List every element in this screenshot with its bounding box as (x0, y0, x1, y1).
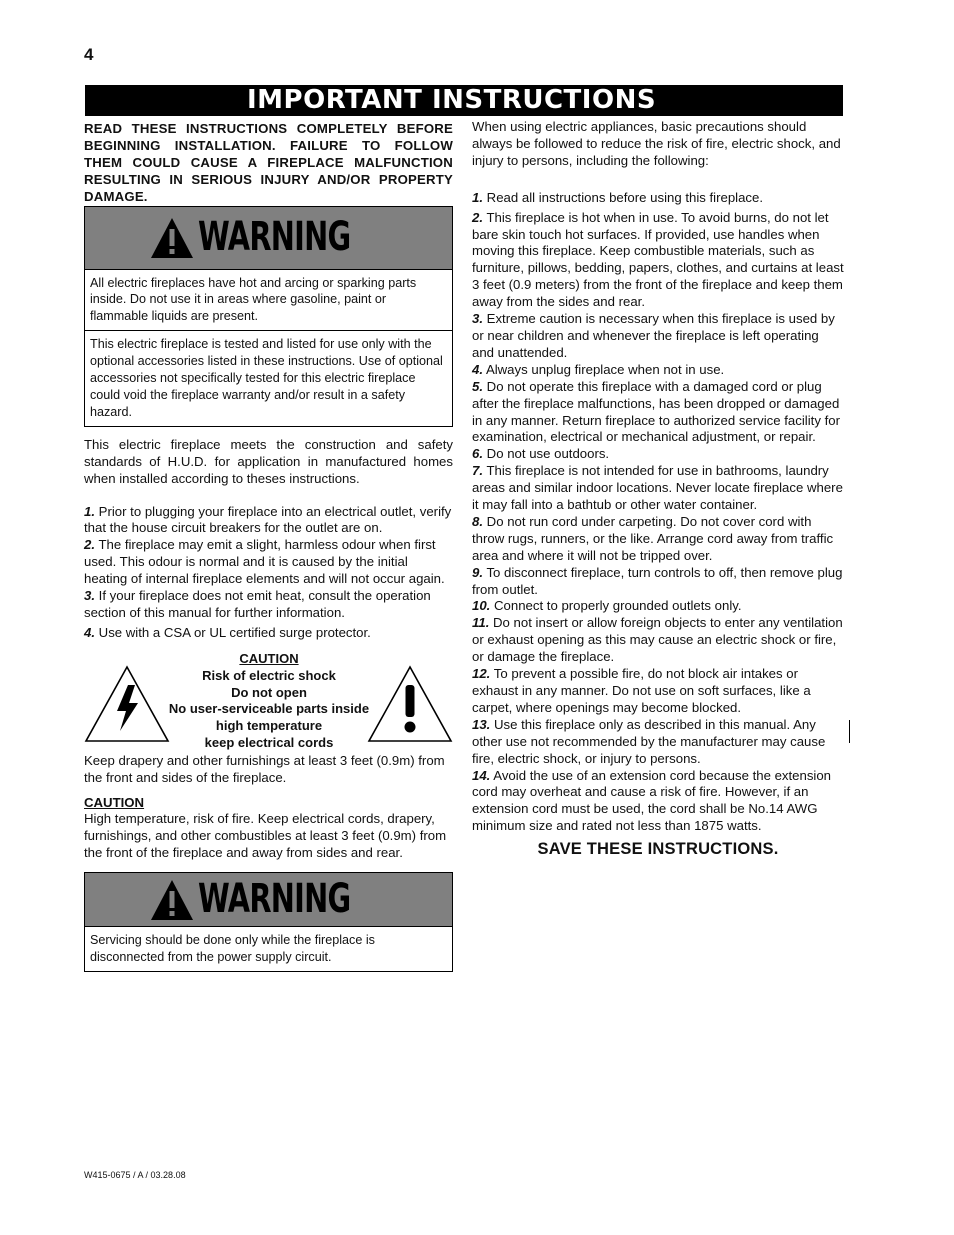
warning-header (85, 873, 452, 927)
list-item (472, 717, 844, 768)
page-number: 4 (84, 45, 94, 64)
caution-line: Do not open (231, 684, 307, 700)
item-text: Read all instructions before using this fireplace. (486, 189, 764, 205)
list-item (472, 666, 844, 717)
list-item (472, 768, 844, 836)
warning-header (85, 207, 452, 270)
list-item (472, 190, 844, 207)
list-item (84, 504, 453, 538)
item-text: The fireplace may emit a slight, harmless odour when first used. This odour is normal and it is caused by the initial heating of internal fireplace elements and will not occur again. (84, 537, 445, 587)
item-number: 4. (84, 624, 95, 640)
list-item (472, 446, 844, 463)
warning-heading: WARNING (197, 214, 350, 261)
item-text: This fireplace is hot when in use. To avoid burns, do not let bare skin touch hot surfaces. If provided, use handles when moving this fireplace. Keep combustible materials, such as furniture, pillows, bedding, papers, clothes, and curtains at least 3 feet (0.9 meters) from the front of the fireplace and keep them away from the sides and rear. (472, 209, 844, 310)
item-number: 7. (472, 463, 483, 479)
item-text: Do not run cord under carpeting. Do not cover cord with throw rugs, runners, or the like. Arrange cord away from traffic area and where it will not be tripped over. (472, 513, 834, 563)
intro-text: When using electric appliances, basic precautions should always be followed to reduce the risk of fire, electric shock, and injury to persons, including the following: (472, 119, 841, 168)
item-text: Prior to plugging your fireplace into an electrical outlet, verify that the house circuit breakers for the outlet are on. (84, 503, 452, 536)
item-text: To disconnect fireplace, turn controls to off, then remove plug from outlet. (472, 564, 843, 597)
item-number: 2. (472, 209, 483, 225)
item-text: Use this fireplace only as described in this manual. Any other use not recommended by the manufacturer may cause fire, electric shock, or injury to persons. (472, 716, 826, 766)
left-column (84, 121, 453, 972)
caution-label (84, 650, 453, 751)
item-number: 2. (84, 537, 95, 553)
item-text: Avoid the use of an extension cord because the extension cord may overheat and cause a risk of fire. However, if an extension cord must be used, the cord shall be No.14 AWG minimum size and rated not less than 1875 watts. (472, 767, 832, 834)
list-item (472, 210, 844, 311)
caution-line: keep electrical cords (204, 735, 334, 751)
warning-text: Servicing should be done only while the fireplace is disconnected from the power supply circuit. (90, 933, 375, 965)
warning-text: This electric fireplace is tested and listed for use only with the optional accessories listed in these instructions. Use of optional accessories not specifically tested for this electric fireplace could void the fireplace warranty and/or result in a safety hazard. (85, 330, 452, 426)
item-number: 3. (84, 588, 95, 604)
list-item (472, 362, 844, 379)
warning-box (84, 206, 453, 427)
item-number: 11. (472, 615, 490, 631)
caution-label-text (144, 651, 394, 752)
item-text: Always unplug fireplace when not in use. (485, 361, 725, 377)
item-number: 3. (472, 311, 483, 327)
list-item (84, 537, 453, 588)
item-number: 8. (472, 513, 483, 529)
item-number: 12. (472, 666, 491, 682)
list-item (84, 588, 453, 622)
list-item (472, 598, 844, 615)
list-item (84, 625, 453, 642)
page-title: IMPORTANT INSTRUCTIONS (85, 85, 843, 116)
warning-triangle-icon (150, 879, 194, 921)
intro-warning-text: READ THESE INSTRUCTIONS COMPLETELY BEFORE BEGINNING INSTALLATION. FAILURE TO FOLLOW THEM COULD CAUSE A FIREPLACE MALFUNCTION RESULTING IN SERIOUS INJURY AND/OR PROPERTY DAMAGE. (84, 121, 453, 204)
caution-line: Risk of electric shock (202, 667, 336, 683)
item-text: To prevent a possible fire, do not block air intakes or exhaust in any manner. Do not use on soft surfaces, like a carpet, where openings may become blocked. (472, 666, 811, 715)
item-number: 13. (472, 716, 491, 732)
list-item (472, 615, 844, 666)
item-number: 6. (472, 446, 483, 462)
exclamation-icon (367, 665, 453, 743)
caution-line: No user-serviceable parts inside (168, 701, 370, 717)
item-number: 10. (472, 598, 491, 614)
item-number: 4. (472, 361, 483, 377)
caution-line: high temperature (215, 718, 323, 734)
warning-triangle-icon (150, 217, 194, 259)
change-bar (849, 720, 850, 743)
item-number: 5. (472, 378, 483, 394)
list-item (472, 463, 844, 514)
caution-text: High temperature, risk of fire. Keep electrical cords, drapery, furnishings, and other combustibles at least 3 feet (0.9m) from the front of the fireplace and away from sides and rear. (84, 811, 447, 861)
item-text: If your fireplace does not emit heat, consult the operation section of this manual for further information. (84, 588, 431, 620)
item-number: 1. (472, 189, 483, 205)
item-text: Do not insert or allow foreign objects to enter any ventilation or exhaust opening as this may cause an electric shock or fire, or damage the fireplace. (472, 615, 843, 665)
document-code: W415-0675 / A / 03.28.08 (84, 1170, 186, 1180)
right-column (472, 119, 844, 858)
caution-title: CAUTION (84, 794, 145, 810)
item-text: Use with a CSA or UL certified surge protector. (98, 624, 371, 640)
caution-title: CAUTION (239, 650, 299, 666)
item-number: 9. (472, 564, 483, 580)
save-instructions-heading: SAVE THESE INSTRUCTIONS. (537, 840, 779, 859)
item-text: Do not use outdoors. (486, 446, 610, 462)
item-number: 14. (472, 767, 491, 783)
warning-heading: WARNING (197, 876, 350, 923)
list-item (472, 565, 844, 599)
hud-text: This electric fireplace meets the construction and safety standards of H.U.D. for application in manufactured homes when installed according to theses instructions. (84, 436, 453, 486)
warning-box (84, 872, 453, 972)
item-text: Connect to properly grounded outlets only. (494, 598, 742, 614)
item-number: 1. (84, 503, 95, 519)
item-text: Do not operate this fireplace with a damaged cord or plug after the fireplace malfunctions, has been dropped or damaged in any manner. Return fireplace to authorized service facility for examination, electrical or mechanical adjustment, or repair. (472, 378, 840, 445)
list-item (472, 379, 844, 447)
item-text: Extreme caution is necessary when this fireplace is used by or near children and whenever the fireplace is left operating and unattended. (472, 311, 835, 360)
item-text: This fireplace is not intended for use in bathrooms, laundry areas and similar indoor locations. Never locate fireplace where it may fall into a bathtub or other water container. (472, 463, 843, 513)
drapery-text: Keep drapery and other furnishings at least 3 feet (0.9m) from the front and sides of the fireplace. (84, 752, 445, 785)
warning-text: All electric fireplaces have hot and arcing or sparking parts inside. Do not use it in areas where gasoline, paint or flammable liquids are present. (90, 275, 417, 324)
list-item (472, 514, 844, 565)
list-item (472, 311, 844, 362)
